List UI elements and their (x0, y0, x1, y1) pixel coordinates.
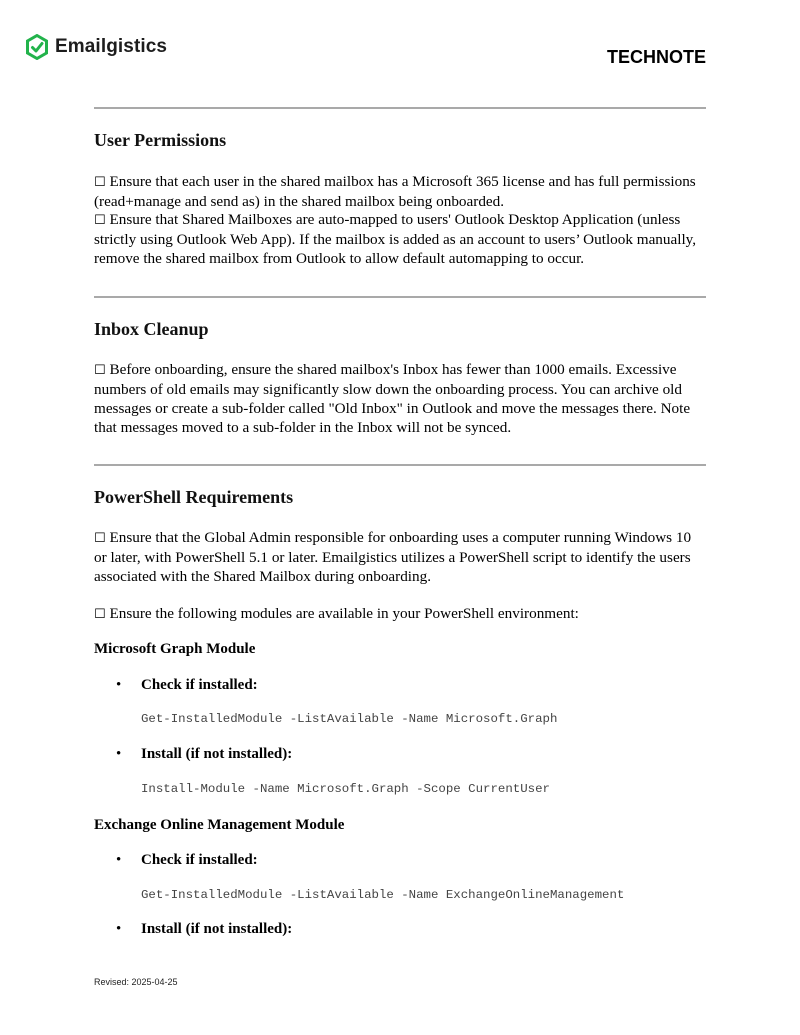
brand-logo (26, 34, 167, 60)
bullet-icon: • (116, 677, 122, 693)
checklist-item (94, 528, 706, 586)
doc-type-label: TECHNOTE (607, 47, 706, 67)
code-snippet: Install-Module -Name Microsoft.Graph -Scope CurrentUser (141, 782, 550, 796)
checklist-item-text: Ensure that the Global Admin responsible for onboarding uses a computer running Windows 10 or later, with PowerShell 5.1 or later. Emailgistics utilizes a PowerShell script to identify the users associated with the Shared Mailbox during onboarding. (94, 529, 692, 585)
code-snippet: Get-InstalledModule -ListAvailable -Name ExchangeOnlineManagement (141, 888, 625, 902)
checklist-item-text: Ensure that each user in the shared mailbox has a Microsoft 365 license and has full permissions (read+manage and send as) in the shared mailbox being onboarded. (94, 173, 696, 210)
list-item-label: Check if installed: (141, 677, 258, 693)
checkbox-icon: ☐ (94, 175, 106, 190)
section-title-user-permissions: User Permissions (94, 130, 227, 150)
section-title-inbox-cleanup: Inbox Cleanup (94, 319, 209, 339)
emailgistics-logo-icon (26, 34, 48, 60)
checklist-item-text: Ensure the following modules are available in your PowerShell environment: (109, 605, 579, 622)
section-title-powershell-requirements: PowerShell Requirements (94, 487, 294, 507)
bullet-icon: • (116, 852, 122, 868)
checklist-item (94, 172, 706, 211)
checklist-item (94, 604, 706, 624)
checklist-item (94, 360, 706, 437)
revision-date: Revised: 2025-04-25 (94, 977, 178, 987)
checklist-item (94, 210, 706, 268)
checklist-item-text: Ensure that Shared Mailboxes are auto-mapped to users' Outlook Desktop Application (unless strictly using Outlook Web App). If the mailbox is added as an account to users’ Outlook manually, remove the shared mailbox from Outlook to allow default automapping to occur. (94, 211, 697, 267)
section-divider (94, 464, 706, 466)
code-snippet: Get-InstalledModule -ListAvailable -Name Microsoft.Graph (141, 712, 558, 726)
section-divider (94, 296, 706, 298)
section-divider (94, 107, 706, 109)
module-heading: Microsoft Graph Module (94, 641, 256, 657)
list-item-label: Check if installed: (141, 852, 258, 868)
module-heading: Exchange Online Management Module (94, 817, 345, 833)
checkbox-icon: ☐ (94, 531, 106, 546)
checkbox-icon: ☐ (94, 363, 106, 378)
bullet-icon: • (116, 921, 122, 937)
brand-name: Emailgistics (55, 36, 168, 57)
list-item-label: Install (if not installed): (141, 921, 293, 937)
checklist-item-text: Before onboarding, ensure the shared mailbox's Inbox has fewer than 1000 emails. Excessive numbers of old emails may significantly slow down the onboarding process. You can archive old messages or create a sub-folder called "Old Inbox" in Outlook and move the messages there. Note that messages moved to a sub-folder in the Inbox will not be synced. (94, 361, 691, 436)
checkbox-icon: ☐ (94, 607, 106, 622)
list-item-label: Install (if not installed): (141, 746, 293, 762)
checkbox-icon: ☐ (94, 213, 106, 228)
bullet-icon: • (116, 746, 122, 762)
